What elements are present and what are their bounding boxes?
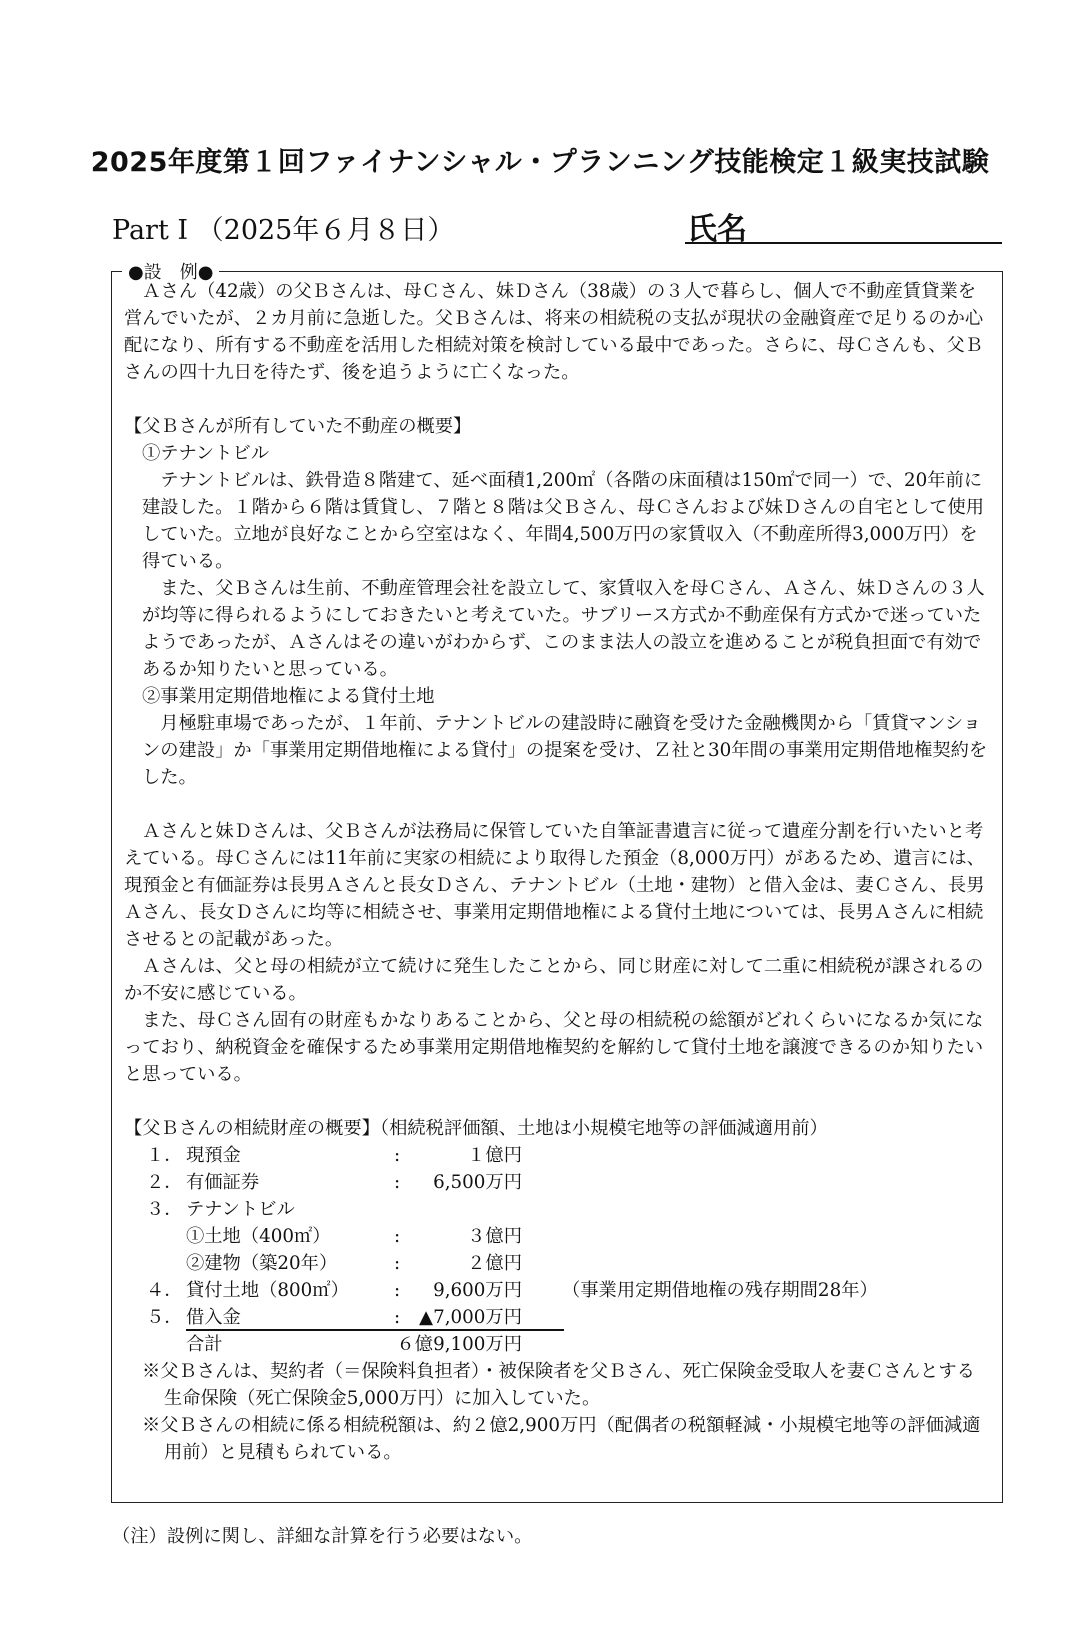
estate-row: [124, 1223, 992, 1250]
row-label: 借入金: [186, 1307, 241, 1328]
row-label: 現預金: [186, 1145, 241, 1166]
estate-row: [124, 1304, 992, 1331]
row-colon: :: [394, 1226, 401, 1247]
double-tax-paragraph: Ａさんは、父と母の相続が立て続けに発生したことから、同じ財産に対して二重に相続税が課されるのか不安に感じている。: [124, 956, 984, 1004]
row-label: 有価証券: [186, 1172, 260, 1193]
row-value: ３億円: [467, 1226, 522, 1247]
total-value: ６億9,100万円: [396, 1334, 522, 1355]
total-label: 合計: [186, 1334, 223, 1355]
estate-row: [124, 1196, 992, 1223]
row-label: ②建物（築20年）: [186, 1253, 338, 1274]
row-colon: :: [394, 1253, 401, 1274]
name-field-line: [685, 242, 1002, 244]
estate-row: [124, 1250, 992, 1277]
row-colon: :: [394, 1145, 401, 1166]
row-number: ３．: [146, 1199, 183, 1220]
property-heading: 【父Ｂさんが所有していた不動産の概要】: [124, 416, 472, 437]
row-note: （事業用定期借地権の残存期間28年）: [562, 1280, 878, 1301]
intro-paragraph: Ａさん（42歳）の父Ｂさんは、母Ｃさん、妹Ｄさん（38歳）の３人で暮らし、個人で不動産賃貸業を営んでいたが、２カ月前に急逝した。父Ｂさんは、将来の相続税の支払が現状の金融資産で足りるのか心配になり、所有する不動産を活用した相続対策を検討している最中であった。さらに、母Ｃさんも、父Ｂさんの四十九日を待たず、後を追うように亡くなった。: [124, 281, 984, 383]
row-colon: :: [394, 1307, 401, 1328]
row-label: テナントビル: [186, 1199, 295, 1220]
row-colon: :: [394, 1172, 401, 1193]
row-value: 6,500万円: [433, 1172, 522, 1193]
row-number: ４．: [146, 1280, 183, 1301]
name-label: 氏名: [687, 212, 747, 247]
row-value: ２億円: [467, 1253, 522, 1274]
estate-row: [124, 1277, 992, 1304]
exam-title: 2025年度第１回ファイナンシャル・プランニング技能検定１級実技試験: [90, 147, 990, 178]
item2-title: ②事業用定期借地権による貸付土地: [142, 686, 435, 707]
case-label: ●設 例●: [122, 258, 219, 284]
row-value: ▲7,000万円: [419, 1307, 522, 1328]
row-colon: :: [394, 1280, 401, 1301]
case-content: [124, 278, 992, 1466]
total-tax-paragraph: また、母Ｃさん固有の財産もかなりあることから、父と母の相続税の総額がどれくらいになるか気になっており、納税資金を確保するため事業用定期借地権契約を解約して貸付土地を譲渡できるのか知りたいと思っている。: [124, 1010, 984, 1085]
row-number: ５．: [146, 1307, 183, 1328]
row-number: １．: [146, 1145, 183, 1166]
row-label: 貸付土地（800㎡）: [186, 1280, 349, 1301]
item1-title: ①テナントビル: [142, 443, 270, 464]
estate-row: [124, 1169, 992, 1196]
item1-paragraph-2: また、父Ｂさんは生前、不動産管理会社を設立して、家賃収入を母Ｃさん、Ａさん、妹Ｄさんの３人が均等に得られるようにしておきたいと考えていた。サブリース方式か不動産保有方式かで迷っていたようであったが、Ａさんはその違いがわからず、このまま法人の設立を進めることが税負担面で有効であるか知りたいと思っている。: [142, 578, 985, 680]
footer-note: （注）設例に関し、詳細な計算を行う必要はない。: [112, 1526, 533, 1547]
tax-estimate-note: ※父Ｂさんの相続に係る相続税額は、約２億2,900万円（配偶者の税額軽減・小規模宅地等の評価減適用前）と見積もられている。: [142, 1415, 981, 1463]
estate-heading: 【父Ｂさんの相続財産の概要】（相続税評価額、土地は小規模宅地等の評価減適用前）: [124, 1118, 828, 1139]
will-paragraph: Ａさんと妹Ｄさんは、父Ｂさんが法務局に保管していた自筆証書遺言に従って遺産分割を行いたいと考えている。母Ｃさんには11年前に実家の相続により取得した預金（8,000万円）があるため、遺言には、現預金と有価証券は長男Ａさんと長女Ｄさん、テナントビル（土地・建物）と借入金は、妻Ｃさん、長男Ａさん、長女Ｄさんに均等に相続させ、事業用定期借地権による貸付土地については、長男Ａさんに相続させるとの記載があった。: [124, 821, 985, 950]
part-date: Part Ⅰ （2025年６月８日）: [112, 215, 455, 246]
row-number: ２．: [146, 1172, 183, 1193]
estate-total-row: [124, 1331, 992, 1358]
row-value: 9,600万円: [433, 1280, 522, 1301]
item2-paragraph: 月極駐車場であったが、１年前、テナントビルの建設時に融資を受けた金融機関から「賃貸マンションの建設」か「事業用定期借地権による貸付」の提案を受け、Ｚ社と30年間の事業用定期借地権契約をした。: [142, 713, 988, 788]
estate-row: [124, 1142, 992, 1169]
insurance-note: ※父Ｂさんは、契約者（＝保険料負担者）・被保険者を父Ｂさん、死亡保険金受取人を妻Ｃさんとする生命保険（死亡保険金5,000万円）に加入していた。: [142, 1361, 975, 1409]
row-value: １億円: [467, 1145, 522, 1166]
item1-paragraph-1: テナントビルは、鉄骨造８階建て、延べ面積1,200㎡（各階の床面積は150㎡で同一）で、20年前に建設した。１階から６階は賃貸し、７階と８階は父Ｂさん、母Ｃさんおよび妹Ｄさんの自宅として使用していた。立地が良好なことから空室はなく、年間4,500万円の家賃収入（不動産所得3,000万円）を得ている。: [142, 470, 985, 572]
row-label: ①土地（400㎡）: [186, 1226, 331, 1247]
